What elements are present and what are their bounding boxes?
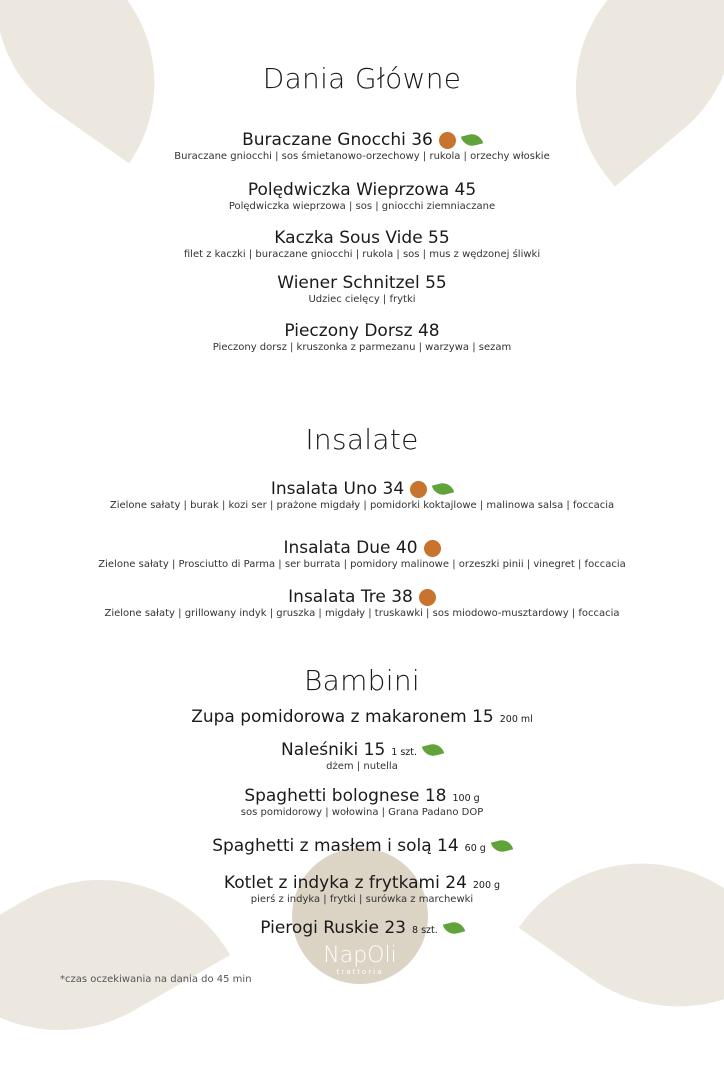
menu-item [0,538,724,570]
menu-item-row [0,918,724,938]
menu-item-description: dżem | nutella [326,761,398,772]
decorative-leaf-bottom-left [0,825,230,1085]
leaf-icon [461,132,483,149]
menu-item-title: Naleśniki 15 [280,740,386,760]
nut-icon [419,589,436,606]
menu-item-size: 1 szt. [391,747,418,758]
menu-item-description: filet z kaczki | buraczane gniocchi | rukola | sos | mus z wędzonej śliwki [183,249,541,260]
menu-item-title: Polędwiczka Wieprzowa 45 [247,180,477,200]
menu-item-description: sos pomidorowy | wołowina | Grana Padano DOP [240,807,484,818]
menu-item [0,740,724,772]
menu-item-size: 8 szt. [412,925,438,936]
menu-item-size: 60 g [464,843,486,854]
section-heading: Insalate [305,423,419,456]
menu-item-row [0,180,724,200]
nut-icon [424,540,441,557]
menu-item-row [0,587,724,607]
menu-item-title: Spaghetti bolognese 18 [244,786,447,806]
menu-item-size: 200 ml [499,714,533,725]
menu-item-row [0,538,724,558]
menu-item-title: Pierogi Ruskie 23 [260,918,406,938]
menu-item-size: 200 g [472,880,501,891]
menu-item [0,228,724,260]
menu-item [0,180,724,212]
menu-item-title: Kotlet z indyka z frytkami 24 [223,873,467,893]
waiting-time-note: *czas oczekiwania na dania do 45 min [60,974,252,985]
menu-item [0,836,724,856]
menu-item-row [0,321,724,341]
menu-item-title: Buraczane Gnocchi 36 [242,130,433,150]
menu-item-size: 100 g [452,793,480,804]
menu-item-row [0,273,724,293]
menu-item-row [0,786,724,806]
menu-item-title: Wiener Schnitzel 55 [277,273,447,293]
restaurant-logo [292,848,428,984]
menu-item [0,707,724,727]
menu-item [0,321,724,353]
menu-item-row [0,130,724,150]
menu-item-row [0,873,724,893]
menu-item [0,587,724,619]
leaf-icon [491,838,513,855]
menu-item [0,273,724,305]
menu-item [0,130,724,162]
menu-item-description: Udziec cielęcy | frytki [308,294,416,305]
menu-item-row [0,836,724,856]
menu-item-row [0,707,724,727]
leaf-icon [422,742,444,759]
menu-item-description: Zielone sałaty | Prosciutto di Parma | ser burrata | pomidory malinowe | orzeszki pinii | vinegret | foccacia [98,559,626,570]
menu-item-row [0,740,724,760]
menu-item-description: Polędwiczka wieprzowa | sos | gniocchi ziemniaczane [228,201,496,212]
section-heading: Bambini [304,664,420,697]
menu-item [0,479,724,511]
menu-item-description: Buraczane gniocchi | sos śmietanowo-orzechowy | rukola | orzechy włoskie [174,151,550,162]
menu-item-row [0,228,724,248]
menu-item-title: Zupa pomidorowa z makaronem 15 [191,707,494,727]
menu-item-title: Pieczony Dorsz 48 [284,321,440,341]
menu-item-title: Insalata Uno 34 [270,479,405,499]
section-heading: Dania Główne [262,62,462,95]
nut-icon [439,132,456,149]
leaf-icon [432,481,454,498]
menu-item-title: Kaczka Sous Vide 55 [274,228,450,248]
menu-item-description: pierś z indyka | frytki | surówka z marchewki [250,894,474,905]
menu-item-description: Zielone sałaty | grillowany indyk | gruszka | migdały | truskawki | sos miodowo-musztardowy | foccacia [104,608,620,619]
menu-item-row [0,479,724,499]
nut-icon [410,481,427,498]
logo-subtitle: trattoria [336,968,384,976]
menu-item-description: Pieczony dorsz | kruszonka z parmezanu | warzywa | sezam [212,342,512,353]
leaf-icon [443,920,465,937]
menu-item [0,786,724,818]
menu-item-title: Insalata Tre 38 [288,587,413,607]
menu-item [0,918,724,938]
menu-item-title: Spaghetti z masłem i solą 14 [212,836,459,856]
menu-item [0,873,724,905]
logo-name: NapOli [323,943,397,968]
menu-item-description: Zielone sałaty | burak | kozi ser | prażone migdały | pomidorki koktajlowe | malinowa salsa | foccacia [109,500,615,511]
menu-item-title: Insalata Due 40 [283,538,418,558]
